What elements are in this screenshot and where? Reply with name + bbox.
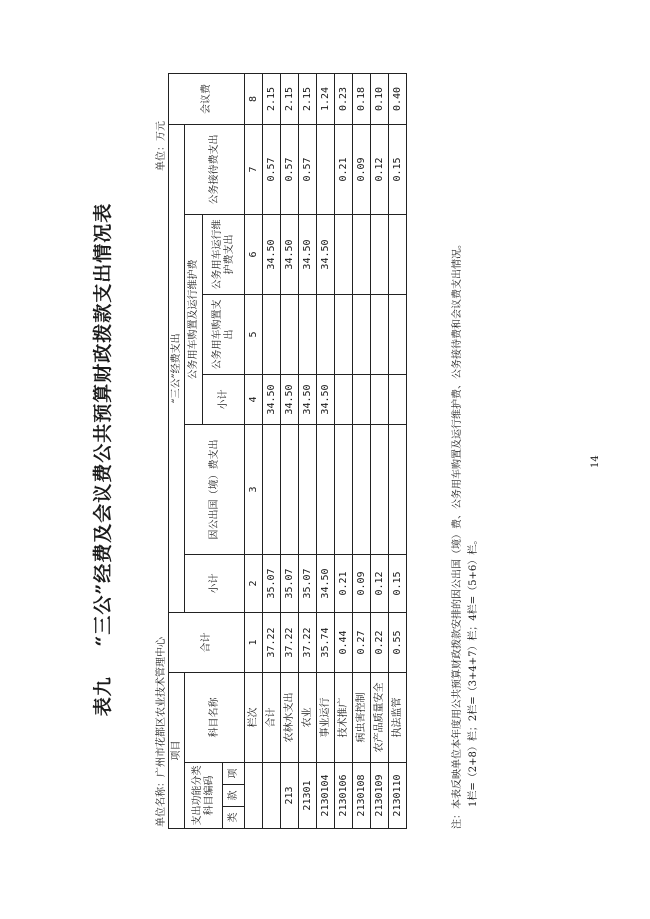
subject-name-cell: 病虫害控制 — [353, 673, 371, 763]
function-code-cell: 2130108 — [353, 763, 371, 829]
value-cell — [335, 215, 353, 295]
subject-name-cell: 农产品质量安全 — [371, 673, 389, 763]
function-code-cell: 2130104 — [317, 763, 335, 829]
value-cell — [371, 425, 389, 555]
value-cell — [371, 215, 389, 295]
kuan-header: 款 — [223, 785, 245, 807]
value-cell — [389, 295, 407, 375]
value-cell: 2.15 — [281, 73, 299, 124]
value-cell — [317, 425, 335, 555]
value-cell: 34.50 — [317, 375, 335, 425]
column-index-label: 栏次 — [245, 673, 263, 763]
value-cell — [281, 295, 299, 375]
column-index-number: 3 — [245, 425, 263, 555]
value-cell: 35.07 — [263, 555, 281, 613]
value-cell — [371, 295, 389, 375]
table-body — [245, 73, 407, 828]
table-title: “三公”经费及会议费公共预算财政拨款支出情况表 — [92, 202, 114, 647]
xiang-header: 项 — [223, 763, 245, 785]
page-title — [88, 0, 115, 919]
value-cell: 0.12 — [371, 124, 389, 214]
value-cell — [317, 124, 335, 214]
table-row — [335, 73, 353, 828]
value-cell: 0.10 — [371, 73, 389, 124]
value-cell: 0.12 — [371, 555, 389, 613]
header-row-1 — [169, 73, 185, 828]
value-cell: 0.23 — [335, 73, 353, 124]
value-cell — [263, 425, 281, 555]
subject-name-cell: 农业 — [299, 673, 317, 763]
function-code-cell: 2130110 — [389, 763, 407, 829]
value-cell — [371, 375, 389, 425]
function-code-cell: 2130106 — [335, 763, 353, 829]
subject-name-cell: 合计 — [263, 673, 281, 763]
note-line-2: 1栏=（2+8）栏；2栏=（3+4+7）栏；4栏=（5+6）栏。 — [468, 534, 479, 807]
value-cell: 0.21 — [335, 124, 353, 214]
function-code-cell: 21301 — [299, 763, 317, 829]
value-cell: 0.15 — [389, 555, 407, 613]
value-cell: 0.09 — [353, 124, 371, 214]
column-index-number: 1 — [245, 613, 263, 673]
value-cell — [353, 215, 371, 295]
subject-name-cell: 事业运行 — [317, 673, 335, 763]
value-cell: 2.15 — [263, 73, 281, 124]
value-cell: 0.21 — [335, 555, 353, 613]
vehicle-purchase-header: 公务用车购置支出 — [203, 295, 245, 375]
value-cell: 0.09 — [353, 555, 371, 613]
table-row — [353, 73, 371, 828]
column-index-number: 8 — [245, 73, 263, 124]
unit-label: 单位：万元 — [156, 121, 167, 171]
value-cell — [317, 295, 335, 375]
function-code-cell — [263, 763, 281, 829]
table-row — [263, 73, 281, 828]
subject-name-cell: 执法监管 — [389, 673, 407, 763]
value-cell — [335, 425, 353, 555]
table-row — [281, 73, 299, 828]
vehicle-subtotal-header: 小计 — [203, 375, 245, 425]
value-cell: 2.15 — [299, 73, 317, 124]
value-cell — [389, 425, 407, 555]
subject-name-cell: 农林水支出 — [281, 673, 299, 763]
column-index-number: 7 — [245, 124, 263, 214]
subject-name-header: 科目名称 — [185, 673, 245, 763]
table-row — [317, 73, 335, 828]
value-cell — [263, 295, 281, 375]
value-cell: 34.50 — [281, 215, 299, 295]
meeting-header: 会议费 — [169, 73, 245, 124]
column-index-row — [245, 73, 263, 828]
column-index-number: 2 — [245, 555, 263, 613]
value-cell — [353, 295, 371, 375]
note-line-1: 注：本表反映单位本年度用公共预算财政拨款安排的因公出国（境）费、公务用车购置及运行维护费、公务接待费和会议费支出情况。 — [452, 239, 463, 829]
value-cell: 0.57 — [263, 124, 281, 214]
code-cell — [245, 763, 263, 829]
value-cell: 37.22 — [299, 613, 317, 673]
lei-header: 类 — [223, 807, 245, 829]
value-cell — [335, 375, 353, 425]
value-cell: 0.57 — [299, 124, 317, 214]
value-cell: 0.18 — [353, 73, 371, 124]
header-row-2 — [185, 73, 203, 828]
table-row — [299, 73, 317, 828]
value-cell: 0.44 — [335, 613, 353, 673]
value-cell: 34.50 — [281, 375, 299, 425]
value-cell — [353, 375, 371, 425]
total-header: 合计 — [169, 613, 245, 673]
value-cell: 0.22 — [371, 613, 389, 673]
function-code-cell: 213 — [281, 763, 299, 829]
value-cell: 37.22 — [263, 613, 281, 673]
value-cell: 0.57 — [281, 124, 299, 214]
value-cell — [389, 215, 407, 295]
func-code-header: 支出功能分类科目编码 — [185, 763, 223, 829]
value-cell: 34.50 — [263, 215, 281, 295]
value-cell — [335, 295, 353, 375]
value-cell: 1.24 — [317, 73, 335, 124]
subject-name-cell: 技术推广 — [335, 673, 353, 763]
value-cell: 37.22 — [281, 613, 299, 673]
table-row — [389, 73, 407, 828]
subtotal-header: 小计 — [185, 555, 245, 613]
value-cell: 34.50 — [299, 375, 317, 425]
value-cell: 35.07 — [299, 555, 317, 613]
value-cell: 35.74 — [317, 613, 335, 673]
value-cell — [281, 425, 299, 555]
value-cell — [299, 425, 317, 555]
notes — [450, 239, 482, 829]
value-cell — [389, 375, 407, 425]
sangong-group-header: “三公”经费支出 — [169, 124, 185, 612]
value-cell — [299, 295, 317, 375]
reception-header: 公务接待费支出 — [185, 124, 245, 214]
value-cell: 34.50 — [317, 555, 335, 613]
value-cell: 34.50 — [263, 375, 281, 425]
value-cell: 34.50 — [317, 215, 335, 295]
value-cell: 0.15 — [389, 124, 407, 214]
column-index-number: 4 — [245, 375, 263, 425]
table-row — [371, 73, 389, 828]
column-index-number: 5 — [245, 295, 263, 375]
expense-table — [168, 73, 407, 829]
value-cell: 34.50 — [299, 215, 317, 295]
value-cell: 0.40 — [389, 73, 407, 124]
project-header: 项目 — [169, 673, 185, 829]
function-code-cell: 2130109 — [371, 763, 389, 829]
value-cell: 0.55 — [389, 613, 407, 673]
vehicle-group-header: 公务用车购置及运行维护费 — [185, 215, 203, 425]
value-cell: 0.27 — [353, 613, 371, 673]
value-cell: 35.07 — [281, 555, 299, 613]
column-index-number: 6 — [245, 215, 263, 295]
abroad-header: 因公出国（境）费支出 — [185, 425, 245, 555]
vehicle-operation-header: 公务用车运行维护费支出 — [203, 215, 245, 295]
organization-label: 单位名称：广州市花都区农业技术管理中心 — [156, 637, 167, 827]
page-number: 14 — [590, 455, 601, 468]
value-cell — [353, 425, 371, 555]
table-number: 表九 — [92, 676, 114, 717]
